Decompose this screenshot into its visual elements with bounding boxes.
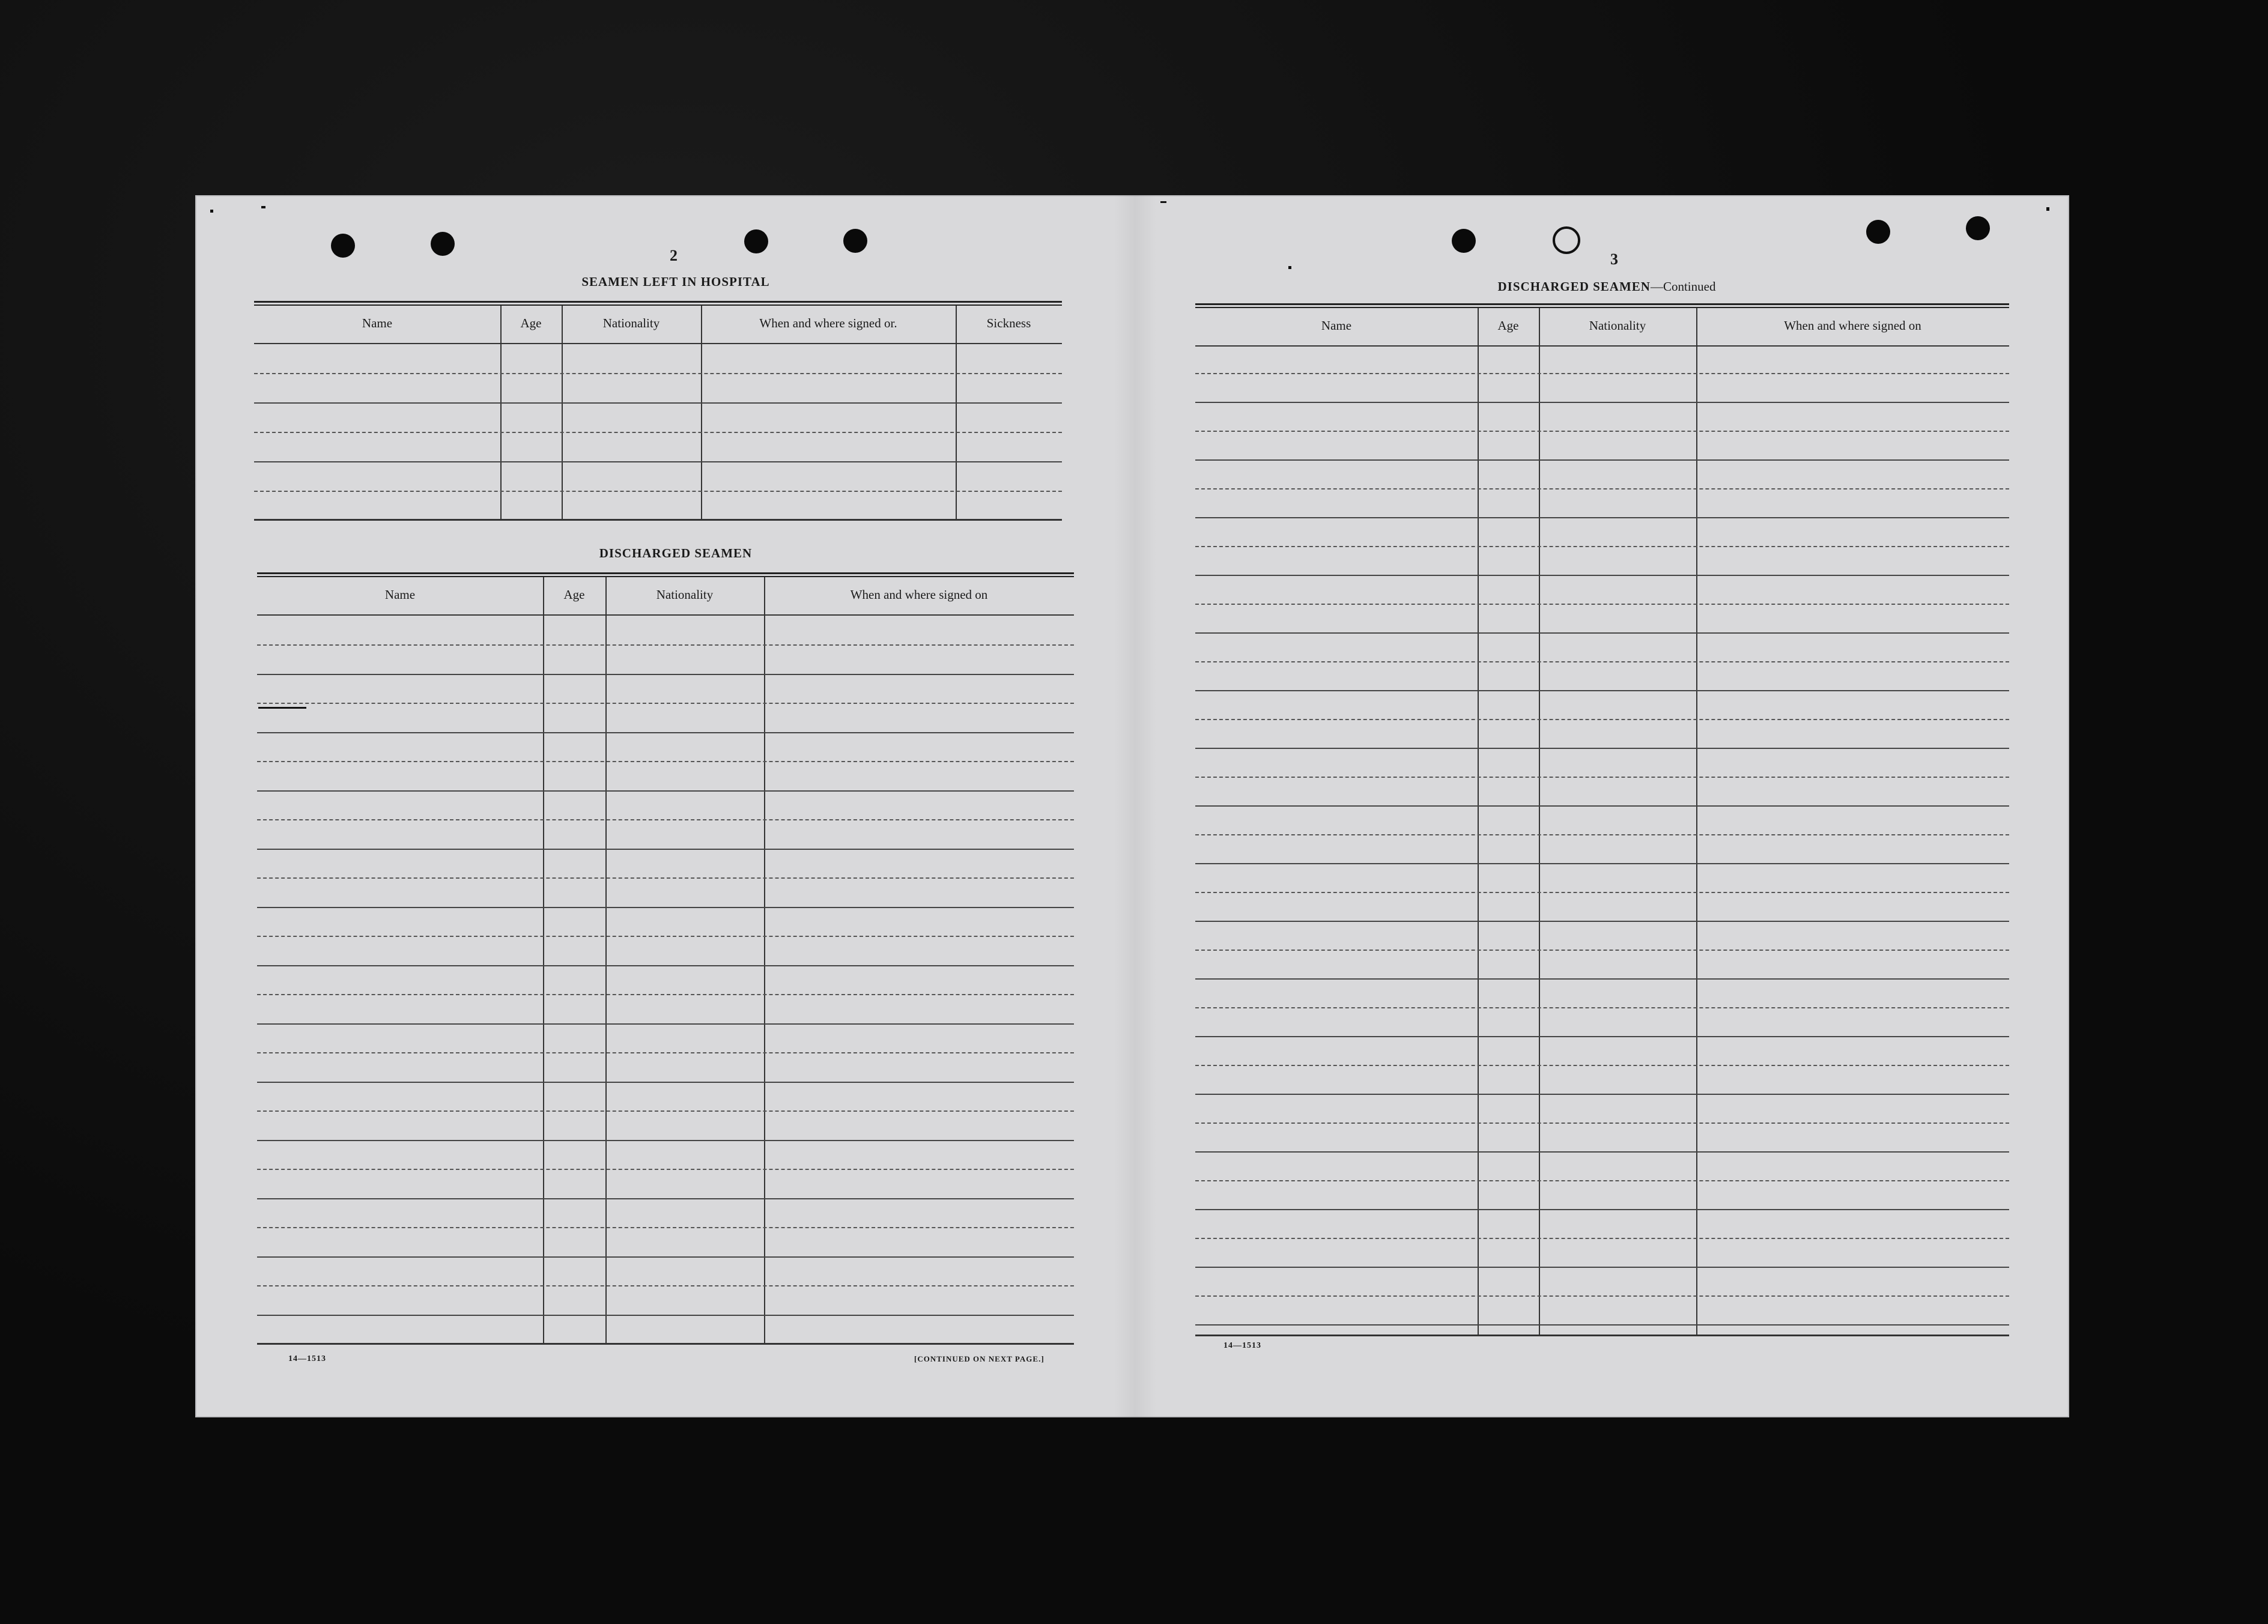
- ruled-line: [254, 432, 1062, 433]
- ruled-line: [1195, 1065, 2009, 1066]
- punch-hole: [1452, 229, 1476, 253]
- ruled-line: [257, 1169, 1074, 1170]
- scan-speck: [258, 707, 306, 709]
- section-title-main: DISCHARGED SEAMEN: [1497, 279, 1651, 294]
- table-bottom-rule: [1195, 1335, 2009, 1336]
- discharged-continued-title: [1457, 279, 1757, 294]
- ruled-line: [257, 819, 1074, 820]
- form-code-right: 14—1513: [1223, 1341, 1261, 1350]
- ruled-line: [257, 994, 1074, 995]
- ruled-line: [1195, 575, 2009, 576]
- ruled-line: [1195, 373, 2009, 374]
- column-divider: [1539, 308, 1540, 1336]
- column-divider: [562, 306, 563, 521]
- column-header-sickness: Sickness: [986, 316, 1031, 330]
- ruled-line: [257, 1198, 1074, 1199]
- column-divider: [543, 577, 544, 1345]
- ruled-line: [257, 1082, 1074, 1083]
- ruled-line: [257, 674, 1074, 675]
- scan-speck: [210, 210, 213, 213]
- ruled-line: [257, 877, 1074, 879]
- table-bottom-rule: [254, 519, 1062, 521]
- form-code-left: 14—1513: [288, 1354, 326, 1363]
- ruled-line: [1195, 1180, 2009, 1181]
- ruled-line: [1195, 1324, 2009, 1326]
- page-number-right: 3: [1610, 250, 1618, 268]
- section-title-suffix: —Continued: [1650, 279, 1716, 294]
- scan-speck: [261, 206, 265, 208]
- ruled-line: [1195, 1267, 2009, 1268]
- ruled-line: [1195, 1007, 2009, 1008]
- ruled-line: [1195, 834, 2009, 835]
- ruled-line: [1195, 1209, 2009, 1210]
- table-top-rule: [254, 301, 1062, 306]
- column-header-name: Name: [384, 587, 416, 602]
- ruled-line: [1195, 863, 2009, 864]
- column-header-when-where: When and where signed or.: [759, 316, 897, 330]
- punch-hole: [1553, 226, 1580, 254]
- hospital-table: [254, 301, 1062, 521]
- discharged-table-right: [1195, 303, 2009, 1336]
- ruled-line: [1195, 748, 2009, 749]
- column-header-age: Age: [1497, 318, 1519, 333]
- ruled-line: [257, 1052, 1074, 1053]
- punch-hole: [431, 232, 455, 256]
- document-spread: [195, 195, 2069, 1417]
- scan-speck: [2046, 207, 2049, 211]
- ruled-line: [257, 703, 1074, 704]
- table-top-rule: [257, 572, 1074, 577]
- ruled-line: [1195, 1036, 2009, 1037]
- table-header-row: [1195, 308, 2009, 347]
- ruled-line: [1195, 1238, 2009, 1239]
- column-divider: [764, 577, 765, 1345]
- column-divider: [605, 577, 607, 1345]
- ruled-line: [257, 790, 1074, 792]
- punch-hole: [843, 229, 867, 253]
- ruled-line: [257, 1110, 1074, 1112]
- discharged-table-left: [257, 572, 1074, 1345]
- ruled-line: [254, 402, 1062, 404]
- ruled-line: [1195, 1295, 2009, 1297]
- punch-hole: [1966, 216, 1990, 240]
- ruled-line: [1195, 777, 2009, 778]
- column-header-nationality: Nationality: [656, 587, 714, 602]
- ruled-line: [1195, 546, 2009, 547]
- ruled-line: [1195, 402, 2009, 403]
- column-divider: [1478, 308, 1479, 1336]
- ruled-line: [1195, 1094, 2009, 1095]
- ruled-line: [1195, 978, 2009, 980]
- column-header-name: Name: [362, 316, 393, 330]
- ruled-line: [257, 1285, 1074, 1286]
- ruled-line: [1195, 488, 2009, 489]
- punch-hole: [331, 234, 355, 258]
- column-header-age: Age: [563, 587, 585, 602]
- ruled-line: [257, 644, 1074, 646]
- column-header-when-where: When and where signed on: [1784, 318, 1921, 333]
- column-header-nationality: Nationality: [1589, 318, 1646, 333]
- ruled-line: [1195, 690, 2009, 691]
- ruled-line: [1195, 1151, 2009, 1153]
- column-divider: [500, 306, 502, 521]
- ruled-line: [1195, 805, 2009, 807]
- column-divider: [1696, 308, 1697, 1336]
- scan-speck: [1288, 266, 1291, 269]
- ruled-line: [1195, 517, 2009, 518]
- table-top-rule: [1195, 303, 2009, 308]
- table-header-row: [254, 306, 1062, 344]
- ruled-line: [254, 461, 1062, 462]
- continued-note: [CONTINUED ON NEXT PAGE.]: [914, 1354, 1045, 1363]
- ruled-line: [254, 373, 1062, 374]
- hospital-section-title: SEAMEN LEFT IN HOSPITAL: [581, 274, 770, 289]
- ruled-line: [257, 761, 1074, 762]
- ruled-line: [1195, 431, 2009, 432]
- ruled-line: [1195, 921, 2009, 922]
- ruled-line: [1195, 892, 2009, 893]
- ruled-line: [257, 849, 1074, 850]
- column-header-when-where: When and where signed on: [850, 587, 988, 602]
- ruled-line: [257, 1256, 1074, 1258]
- table-bottom-rule: [257, 1343, 1074, 1345]
- column-header-nationality: Nationality: [602, 316, 660, 330]
- ruled-line: [1195, 950, 2009, 951]
- ruled-line: [257, 1140, 1074, 1141]
- ruled-line: [1195, 719, 2009, 720]
- ruled-line: [257, 1023, 1074, 1025]
- page-spine: [1114, 195, 1156, 1417]
- punch-hole: [744, 229, 768, 253]
- scan-speck: [1160, 201, 1166, 203]
- page-number-left: 2: [670, 247, 678, 264]
- column-header-age: Age: [520, 316, 542, 330]
- column-divider: [956, 306, 957, 521]
- ruled-line: [1195, 632, 2009, 634]
- column-header-name: Name: [1321, 318, 1352, 333]
- ruled-line: [257, 732, 1074, 733]
- ruled-line: [257, 936, 1074, 937]
- ruled-line: [257, 907, 1074, 908]
- ruled-line: [257, 965, 1074, 966]
- punch-hole: [1866, 220, 1890, 244]
- discharged-section-title: DISCHARGED SEAMEN: [599, 546, 753, 560]
- ruled-line: [257, 1227, 1074, 1228]
- column-divider: [701, 306, 702, 521]
- ruled-line: [1195, 604, 2009, 605]
- ruled-line: [257, 1315, 1074, 1316]
- table-header-row: [257, 577, 1074, 616]
- ruled-line: [1195, 1123, 2009, 1124]
- ruled-line: [254, 491, 1062, 492]
- ruled-line: [1195, 459, 2009, 461]
- ruled-line: [1195, 661, 2009, 662]
